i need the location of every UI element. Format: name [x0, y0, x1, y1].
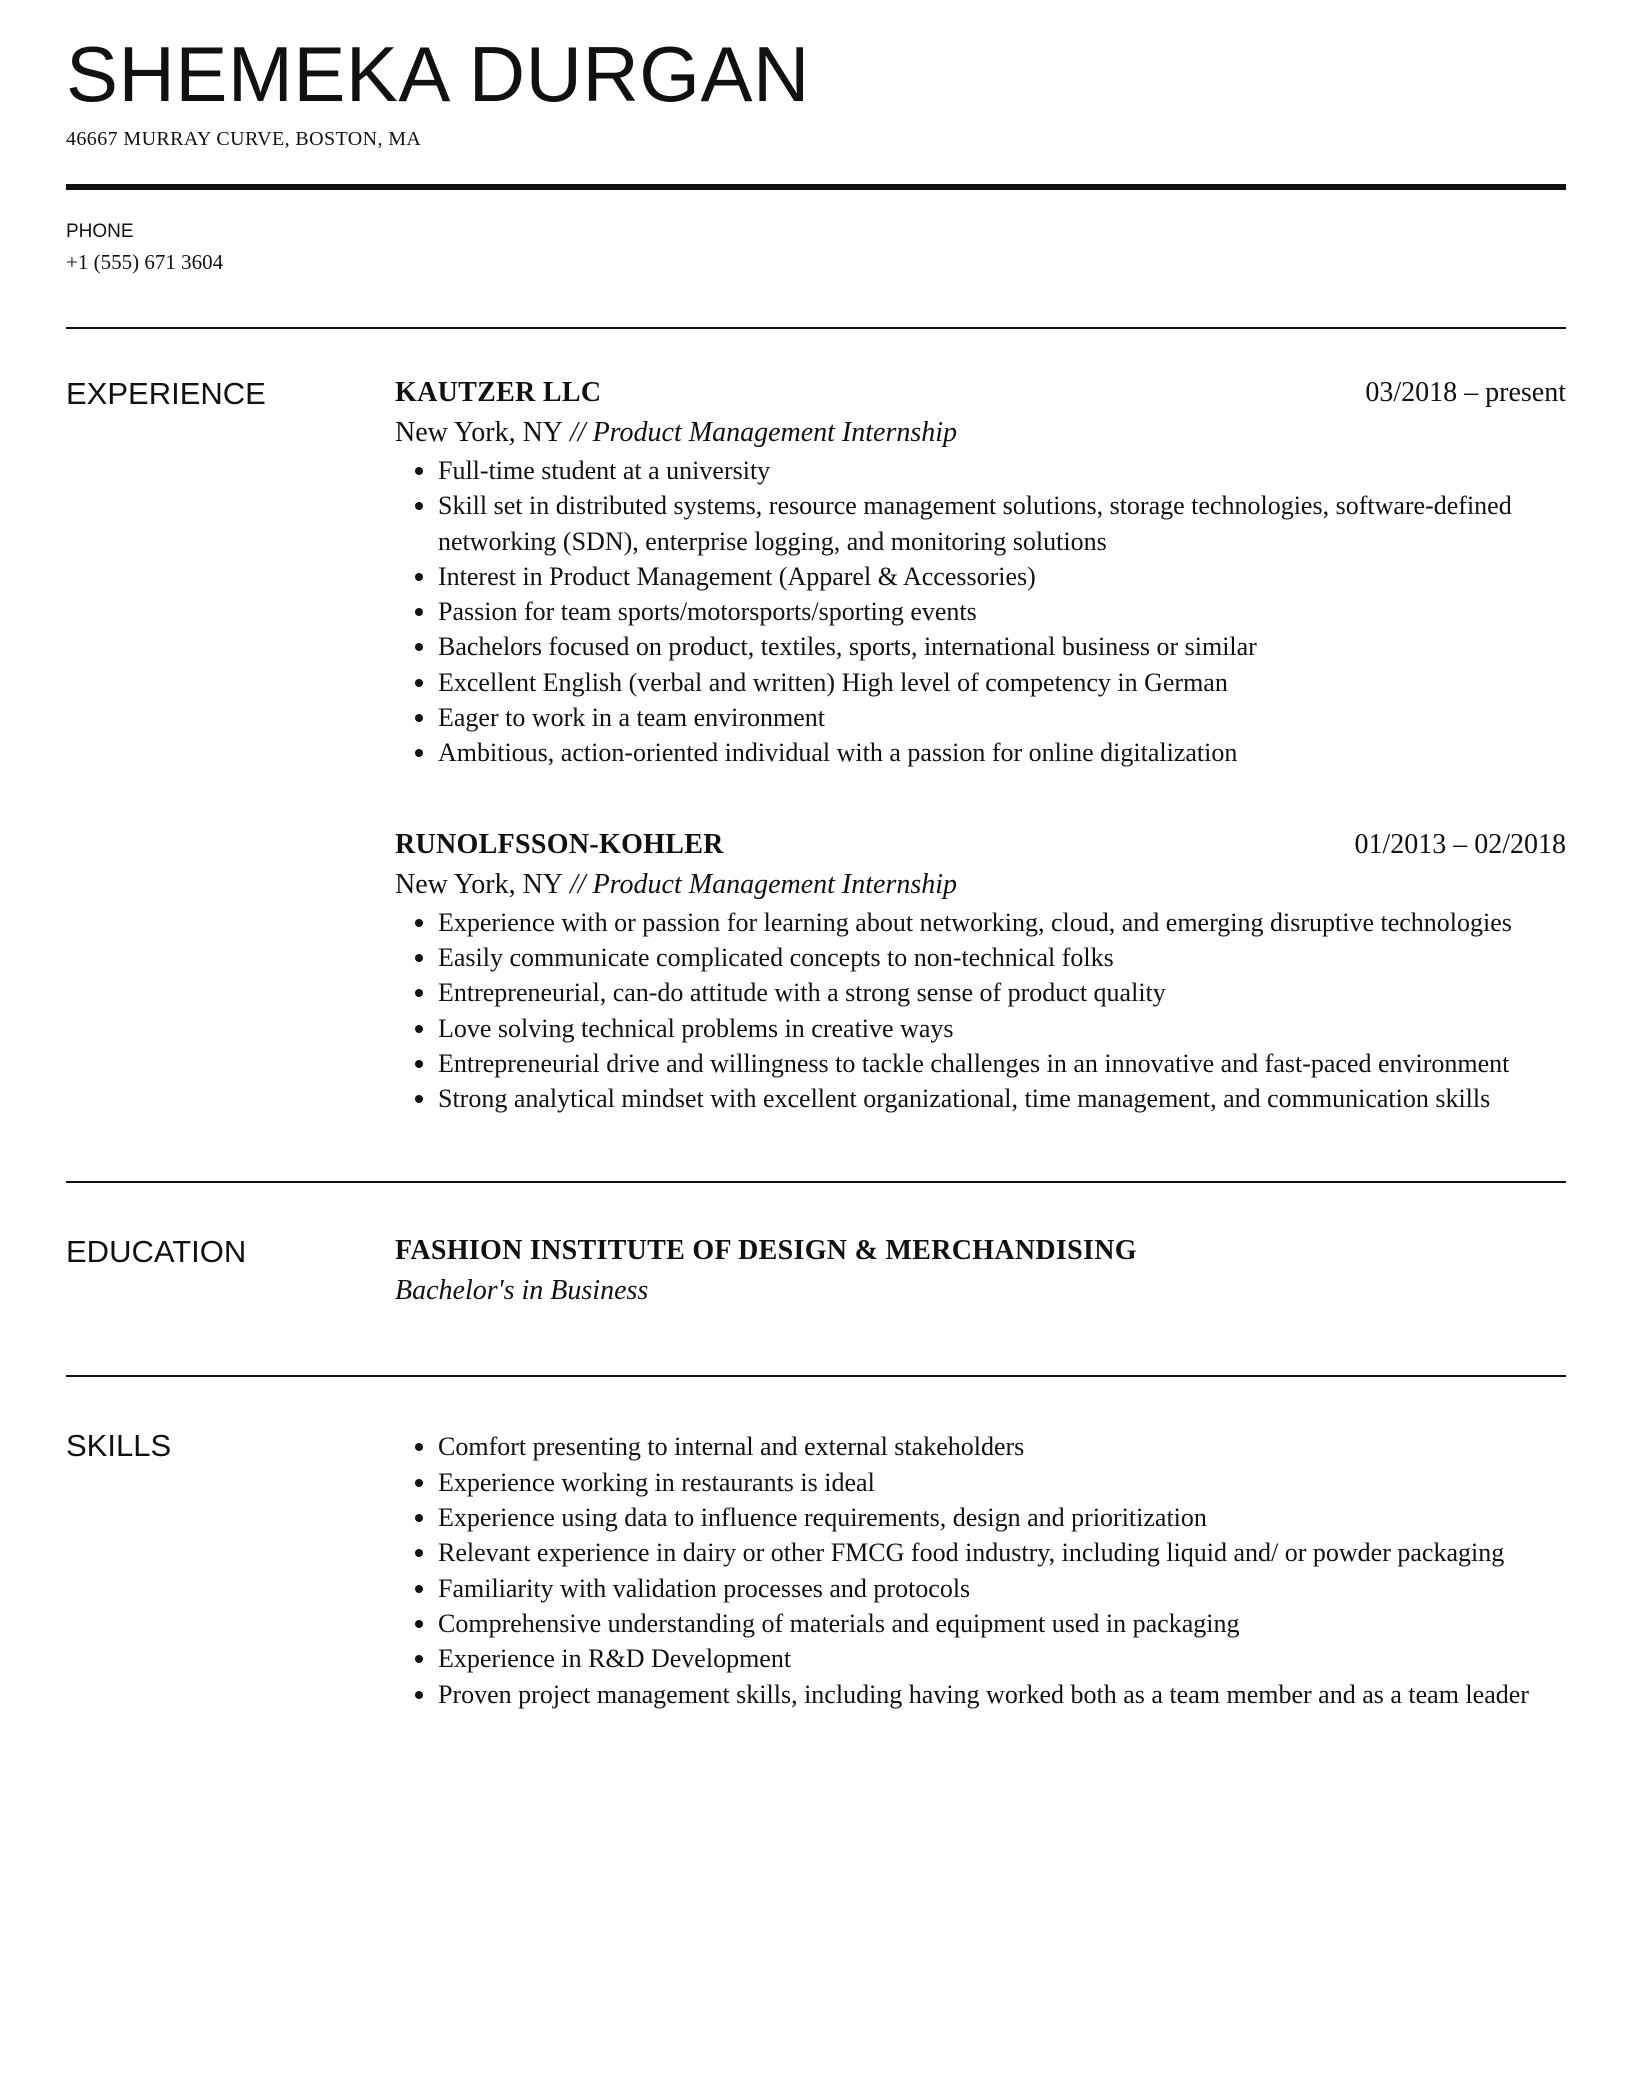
skill-bullets — [395, 1429, 1566, 1711]
job-role: Product Management Internship — [592, 868, 958, 900]
job-dates: 01/2013 – 02/2018 — [1354, 828, 1566, 860]
list-item: Comprehensive understanding of materials and equipment used in packaging — [395, 1606, 1566, 1641]
job-role: Product Management Internship — [592, 417, 958, 448]
bullet-icon — [415, 714, 423, 722]
bullet-icon — [415, 1479, 423, 1487]
experience-list — [395, 375, 1566, 1116]
bullet-icon — [415, 643, 423, 651]
list-item: Experience working in restaurants is ideal — [395, 1465, 1566, 1500]
resume-page — [66, 0, 1566, 1712]
list-item: Full-time student at a university — [395, 453, 1566, 488]
list-item: Ambitious, action-oriented individual with a passion for online digitalization — [395, 735, 1566, 770]
section-title-skills: SKILLS — [66, 1428, 172, 1464]
bullet-icon — [415, 1060, 423, 1068]
bullet-icon — [415, 1549, 423, 1557]
subtitle-separator: // — [563, 868, 593, 900]
list-item: Relevant experience in dairy or other FMCG food industry, including liquid and/ or powder packaging — [395, 1535, 1566, 1570]
bullet-icon — [415, 1655, 423, 1663]
bullet-icon — [415, 954, 423, 962]
job-subtitle — [395, 415, 1566, 451]
list-item: Familiarity with validation processes and protocols — [395, 1571, 1566, 1606]
phone-label: PHONE — [66, 221, 134, 242]
bullet-icon — [415, 467, 423, 475]
skills-section — [66, 1377, 1566, 1711]
education-entry — [395, 1233, 1566, 1309]
list-item: Excellent English (verbal and written) High level of competency in German — [395, 665, 1566, 700]
bullet-icon — [415, 502, 423, 510]
candidate-name: SHEMEKA DURGAN — [66, 30, 810, 118]
phone-number: +1 (555) 671 3604 — [66, 250, 224, 274]
bullet-icon — [415, 1025, 423, 1033]
bullet-icon — [415, 573, 423, 581]
bullet-icon — [415, 1514, 423, 1522]
company-name: RUNOLFSSON-KOHLER — [395, 828, 724, 860]
section-title-experience: EXPERIENCE — [66, 376, 266, 411]
list-item: Bachelors focused on product, textiles, sports, international business or similar — [395, 629, 1566, 664]
job-location: New York, NY — [395, 868, 564, 900]
degree: Bachelor's in Business — [395, 1275, 649, 1307]
bullet-icon — [415, 1585, 423, 1593]
bullet-icon — [415, 1620, 423, 1628]
education-section — [66, 1183, 1566, 1309]
experience-section — [66, 329, 1566, 1116]
job-location: New York, NY — [395, 417, 564, 448]
bullet-icon — [415, 749, 423, 757]
subtitle-separator: // — [563, 417, 593, 448]
bullet-icon — [415, 1691, 423, 1699]
job-bullets — [395, 453, 1566, 771]
list-item: Eager to work in a team environment — [395, 700, 1566, 735]
company-name: KAUTZER LLC — [395, 377, 602, 408]
address: 46667 MURRAY CURVE, BOSTON, MA — [66, 128, 422, 150]
bullet-icon — [415, 1443, 423, 1451]
list-item: Strong analytical mindset with excellent organizational, time management, and communication skills — [395, 1081, 1566, 1116]
contact-block — [66, 219, 1566, 275]
list-item: Easily communicate complicated concepts to non-technical folks — [395, 940, 1566, 975]
list-item: Comfort presenting to internal and external stakeholders — [395, 1429, 1566, 1464]
job-entry — [395, 375, 1566, 771]
section-title-education: EDUCATION — [66, 1234, 247, 1270]
list-item: Entrepreneurial, can-do attitude with a strong sense of product quality — [395, 975, 1566, 1010]
bullet-icon — [415, 1095, 423, 1103]
list-item: Experience in R&D Development — [395, 1641, 1566, 1676]
list-item: Experience with or passion for learning about networking, cloud, and emerging disruptive technologies — [395, 905, 1566, 940]
bullet-icon — [415, 989, 423, 997]
bullet-icon — [415, 919, 423, 927]
list-item: Skill set in distributed systems, resource management solutions, storage technologies, software-defined networking (SDN), enterprise logging, and monitoring solutions — [395, 488, 1566, 559]
school-name: FASHION INSTITUTE OF DESIGN & MERCHANDISING — [395, 1235, 1137, 1267]
list-item: Entrepreneurial drive and willingness to tackle challenges in an innovative and fast-paced environment — [395, 1046, 1566, 1081]
list-item: Experience using data to influence requirements, design and prioritization — [395, 1500, 1566, 1535]
skills-list — [395, 1427, 1566, 1711]
bullet-icon — [415, 679, 423, 687]
list-item: Interest in Product Management (Apparel & Accessories) — [395, 559, 1566, 594]
header-divider — [66, 184, 1566, 190]
job-subtitle — [395, 867, 1566, 903]
job-bullets — [395, 905, 1566, 1117]
job-entry — [395, 827, 1566, 1117]
bullet-icon — [415, 608, 423, 616]
list-item: Love solving technical problems in creative ways — [395, 1011, 1566, 1046]
list-item: Proven project management skills, including having worked both as a team member and as a team leader — [395, 1677, 1566, 1712]
job-dates: 03/2018 – present — [1365, 377, 1566, 408]
list-item: Passion for team sports/motorsports/sporting events — [395, 594, 1566, 629]
